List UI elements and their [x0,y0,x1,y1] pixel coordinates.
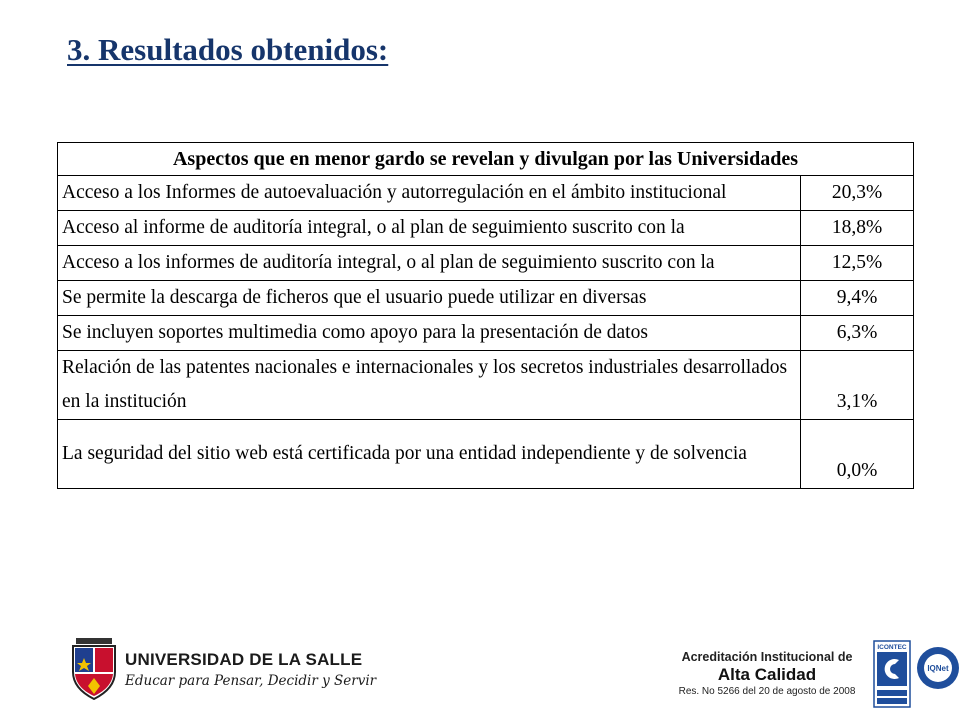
table-row [58,281,914,316]
table-row [58,176,914,211]
row-description: La seguridad del sitio web está certificada por una entidad independiente y de solvencia [58,420,801,489]
accreditation-line2: Alta Calidad [717,665,817,684]
row-description: Se permite la descarga de ficheros que el usuario puede utilizar en diversas [58,281,801,316]
accreditation-line1: Acreditación Institucional de [681,650,853,664]
row-description: Se incluyen soportes multimedia como apoyo para la presentación de datos [58,316,801,351]
table-row [58,316,914,351]
row-value: 0,0% [801,420,914,489]
table-header: Aspectos que en menor gardo se revelan y divulgan por las Universidades [58,143,914,176]
table-row [58,246,914,281]
icontec-logo [873,640,911,708]
row-value: 12,5% [801,246,914,281]
row-description: Acceso a los informes de auditoría integral, o al plan de seguimiento suscrito con la [58,246,801,281]
university-motto: Educar para Pensar, Decidir y Servir [125,673,377,689]
row-value: 20,3% [801,176,914,211]
row-description: Acceso al informe de auditoría integral, o al plan de seguimiento suscrito con la [58,211,801,246]
row-value: 6,3% [801,316,914,351]
results-table [57,142,914,489]
row-value: 3,1% [801,351,914,420]
slide-title: 3. Resultados obtenidos: [67,32,389,67]
icontec-label: ICONTEC [877,644,907,651]
table-row [58,211,914,246]
row-description: Relación de las patentes nacionales e internacionales y los secretos industriales desarrollados en la institución [58,351,801,420]
row-description: Acceso a los Informes de autoevaluación y autorregulación en el ámbito institucional [58,176,801,211]
table-header-row [58,143,914,176]
shield-icon [70,638,118,700]
row-value: 18,8% [801,211,914,246]
accreditation-block [672,650,862,700]
university-logo [70,633,377,703]
accreditation-line3: Res. No 5266 del 20 de agosto de 2008 [678,686,856,697]
table-row [58,351,914,420]
iqnet-logo [915,645,960,691]
table-row [58,420,914,489]
iqnet-label: IQNet [927,664,949,673]
university-name: UNIVERSIDAD DE LA SALLE [125,650,363,669]
row-value: 9,4% [801,281,914,316]
